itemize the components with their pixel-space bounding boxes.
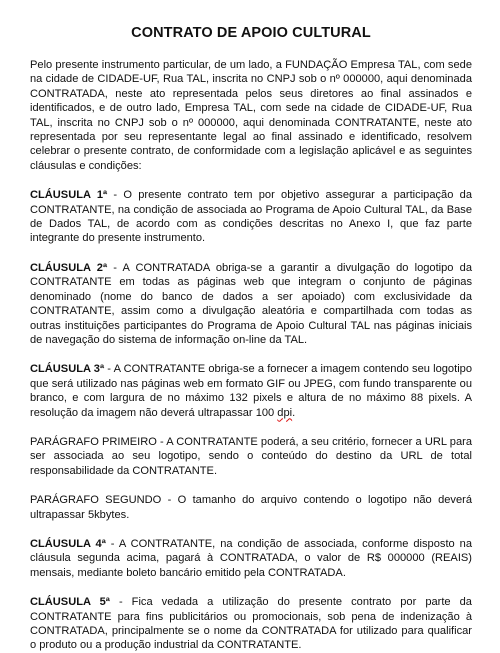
clause-3-end: . [292, 406, 296, 419]
clause-3-text: - A CONTRATANTE obriga-se a fornecer a imagem contendo seu logotipo que será utilizado nas páginas web em formato GIF ou JPEG, com fundo transparente ou branco, e com largura de no máximo 132 pixels e altura de no máximo 88 pixels. A resolução da imagem não deverá ultrapassar 100 [30, 363, 472, 419]
clause-5-heading: CLÁUSULA 5ª [30, 596, 110, 609]
document-title: CONTRATO DE APOIO CULTURAL [131, 25, 371, 41]
clause-3 [30, 362, 472, 420]
clause-4-heading: CLÁUSULA 4ª [30, 537, 106, 550]
clause-4-text: - A CONTRATANTE, na condição de associada, conforme disposto na cláusula segunda acima, pagará à CONTRATADA, o valor de R$ 000000 (REAIS) mensais, mediante boleto bancário emitido pela CONTRATADA. [30, 537, 472, 579]
clause-5 [30, 595, 472, 653]
preamble-paragraph: Pelo presente instrumento particular, de um lado, a FUNDAÇÃO Empresa TAL, com sede na cidade de CIDADE-UF, Rua TAL, inscrita no CNPJ sob o nº 000000, aqui denominada CONTRATADA, neste ato representada pelos seus diretores ao final assinados e identificados, e de outro lado, Empresa TAL, com sede na cidade de CIDADE-UF, Rua TAL, inscrita no CNPJ sob o nº 000000, aqui denominada CONTRATANTE, neste ato representada por seu representante legal ao final assinado e identificado, resolvem celebrar o presente contrato, de conformidade com a legislação aplicável e as seguintes cláusulas e condições: [30, 59, 472, 172]
spellcheck-flagged-word: dpi [277, 406, 293, 419]
clause-4 [30, 537, 472, 580]
clause-1 [30, 188, 472, 246]
paragraph-first: PARÁGRAFO PRIMEIRO - A CONTRATANTE poderá, a seu critério, fornecer a URL para ser associada ao seu logotipo, sendo o conteúdo do destino da URL de total responsabilidade da CONTRATANTE. [30, 435, 472, 477]
clause-3-heading: CLÁUSULA 3ª [30, 363, 105, 376]
clause-1-text: - O presente contrato tem por objetivo assegurar a participação da CONTRATANTE, na condição de associada ao Programa de Apoio Cultural TAL, da Base de Dados TAL, de acordo com as condições descritas no Anexo I, que faz parte integrante do presente instrumento. [30, 189, 472, 245]
clause-5-text: - Fica vedada a utilização do presente contrato por parte da CONTRATANTE para fins publicitários ou promocionais, sob pena de indenização à CONTRATADA, principalmente se o nome da CONTRATADA for utilizado para qualificar o produto ou a produção industrial da CONTRATANTE. [30, 596, 472, 652]
clause-1-heading: CLÁUSULA 1ª [30, 189, 108, 202]
clause-2 [30, 261, 472, 347]
clause-2-heading: CLÁUSULA 2ª [30, 261, 108, 274]
paragraph-second: PARÁGRAFO SEGUNDO - O tamanho do arquivo contendo o logotipo não deverá ultrapassar 5kbytes. [30, 494, 472, 521]
clause-2-text: - A CONTRATADA obriga-se a garantir a divulgação do logotipo da CONTRATANTE em todas as páginas web que integram o conjunto de páginas denominado (nome do banco de dados a ser apoiado) com exclusividade da CONTRATANTE, assim como a divulgação aleatória e compartilhada com todas as outras instituições participantes do Programa de Apoio Cultural TAL nas páginas iniciais de navegação do sistema de informação on-line da TAL. [30, 261, 472, 346]
